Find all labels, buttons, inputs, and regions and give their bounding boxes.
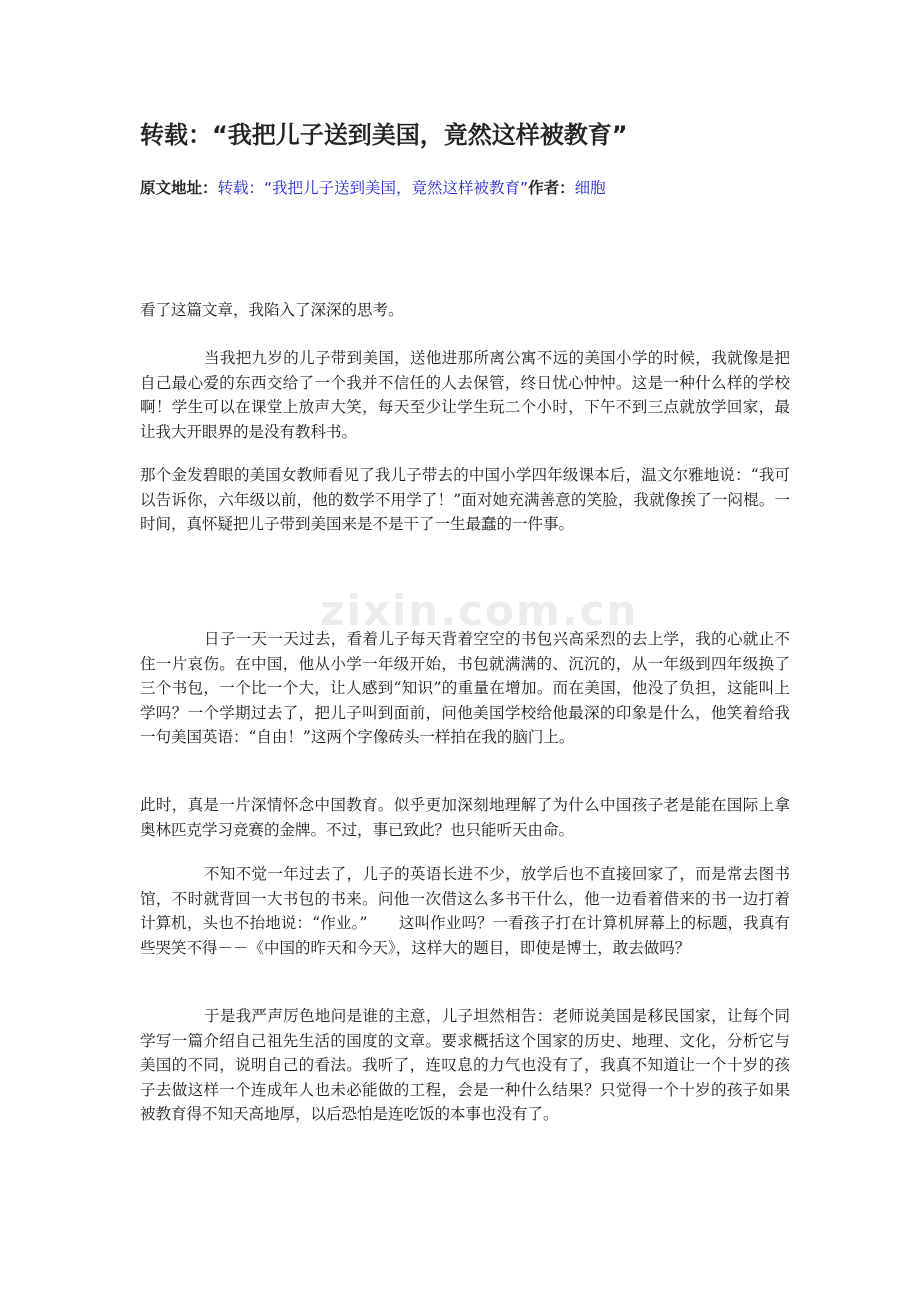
paragraph-text: 于是我严声厉色地问是谁的主意，儿子坦然相告：老师说美国是移民国家，让每个同学写一篇介绍自己祖先生活的国度的文章。要求概括这个国家的历史、地理、文化，分析它与美国的不同，说明自己的看法。我听了，连叹息的力气也没有了，我真不知道让一个十岁的孩子去做这样一个连成年人也未必能做的工程，会是一种什么结果？只觉得一个十岁的孩子如果被教育得不知天高地厚，以后恐怕是连吃饭的本事也没有了。 [140, 1007, 790, 1123]
paragraph-1 [140, 298, 790, 323]
paragraph-4 [140, 627, 790, 750]
paragraph-text: 日子一天一天过去，看着儿子每天背着空空的书包兴高采烈的去上学，我的心就止不住一片哀伤。在中国，他从小学一年级开始，书包就满满的、沉沉的，从一年级到四年级换了三个书包，一个比一个大，让人感到“知识”的重量在增加。而在美国，他没了负担，这能叫上学吗？一个学期过去了，把儿子叫到面前，问他美国学校给他最深的印象是什么，他笑着给我一句美国英语：“自由！”这两个字像砖头一样拍在我的脑门上。 [140, 630, 790, 746]
watermark: zixin.com.cn [320, 586, 639, 635]
paragraph-3 [140, 463, 790, 537]
author-link[interactable]: 细胞 [574, 179, 606, 197]
paragraph-text: 此时，真是一片深情怀念中国教育。似乎更加深刻地理解了为什么中国孩子老是能在国际上拿奥林匹克学习竞赛的金牌。不过，事已致此？也只能听天由命。 [140, 796, 790, 839]
paragraph-text: 看了这篇文章，我陷入了深深的思考。 [140, 301, 404, 319]
paragraph-6 [140, 862, 790, 960]
source-link[interactable]: 转载：“我把儿子送到美国，竟然这样被教育” [217, 179, 529, 197]
source-label: 原文地址： [140, 179, 218, 197]
page-title: 转载：“我把儿子送到美国，竟然这样被教育” [140, 121, 628, 149]
author-label: 作者： [528, 179, 575, 197]
paragraph-text: 那个金发碧眼的美国女教师看见了我儿子带去的中国小学四年级课本后，温文尔雅地说：“我可以告诉你，六年级以前，他的数学不用学了！”面对她充满善意的笑脸，我就像挨了一闷棍。一时间，真怀疑把儿子带到美国来是不是干了一生最蠢的一件事。 [140, 466, 790, 533]
source-line [140, 176, 790, 200]
paragraph-text: 不知不觉一年过去了，儿子的英语长进不少，放学后也不直接回家了，而是常去图书馆，不时就背回一大书包的书来。问他一次借这么多书干什么，他一边看着借来的书一边打着计算机，头也不抬地说：“作业。” 这叫作业吗？一看孩子打在计算机屏幕上的标题，我真有些哭笑不得－－《中国的昨天和今天》，这样大的题目，即使是博士，敢去做吗？ [140, 865, 790, 957]
paragraph-7 [140, 1004, 790, 1127]
document-page [140, 118, 790, 200]
paragraph-5 [140, 793, 790, 842]
paragraph-text: 当我把九岁的儿子带到美国，送他进那所离公寓不远的美国小学的时候，我就像是把自己最心爱的东西交给了一个我并不信任的人去保管，终日忧心忡忡。这是一种什么样的学校啊！学生可以在课堂上放声大笑，每天至少让学生玩二个小时，下午不到三点就放学回家，最让我大开眼界的是没有教科书。 [140, 349, 790, 441]
paragraph-2 [140, 346, 790, 444]
